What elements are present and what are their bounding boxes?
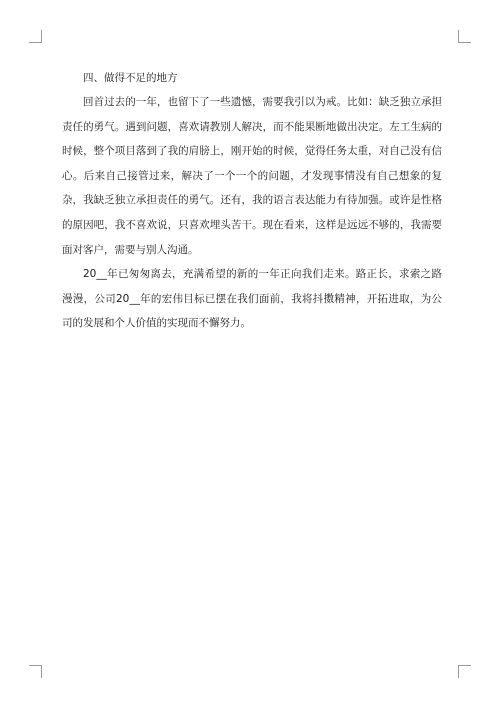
crop-mark-bottom-left [29,665,42,678]
section-heading: 四、做得不足的地方 [83,72,178,84]
crop-mark-top-left [29,30,42,43]
paragraph-shortcomings: 回首过去的一年，也留下了一些遗憾，需要我引以为戒。比如：缺乏独立承担责任的勇气。遇到问题，喜欢请教别人解决，而不能果断地做出决定。左工生病的时候，整个项目落到了我的肩膀上，刚开始的时候，觉得任务太重，对自己没有信心。后来自己接管过来，解决了一个一个的问题，才发现事情没有自己想象的复杂，我缺乏独立承担责任的勇气。还有，我的语言表达能力有待加强。或许是性格的原因吧，我不喜欢说，只喜欢埋头苦干。现在看来，这样是远远不够的，我需要面对客户，需要与别人沟通。 [62,96,442,256]
crop-mark-top-right [458,30,471,43]
crop-mark-bottom-right [458,665,471,678]
paragraph-outlook: 20__年已匆匆离去，充满希望的新的一年正向我们走来。路正长，求索之路漫漫，公司20__年的宏伟目标已摆在我们面前，我将抖擞精神，开拓进取，为公司的发展和个人价值的实现而不懈努力。 [62,268,442,330]
document-body [62,66,442,336]
